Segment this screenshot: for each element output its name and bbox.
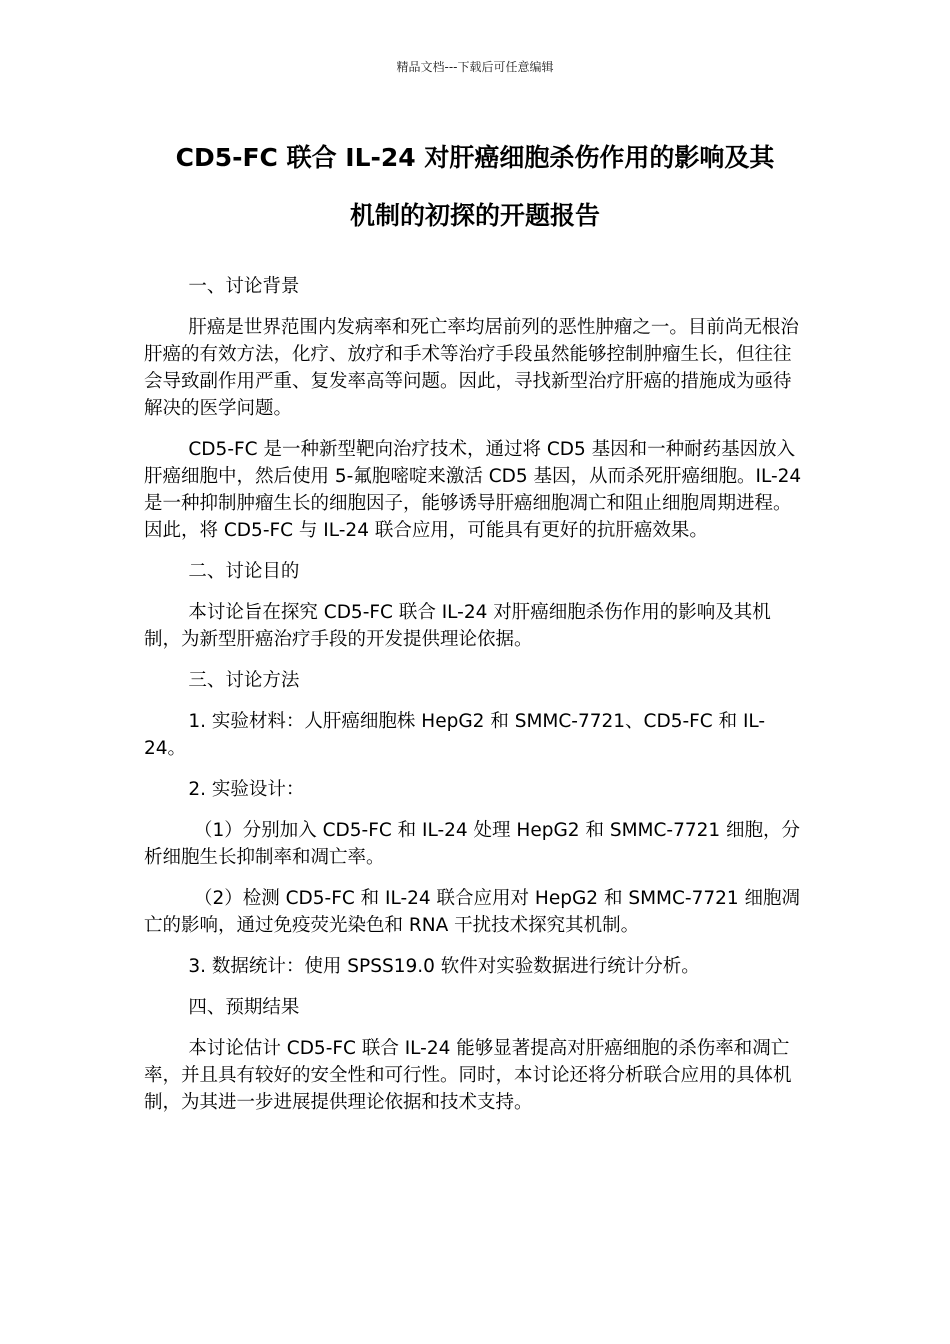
section-heading-background: 一、讨论背景 — [188, 276, 300, 297]
paragraph-purpose: 本讨论旨在探究 CD5-FC 联合 IL-24 对肝癌细胞杀伤作用的影响及其机制，为新型肝癌治疗手段的开发提供理论依据。 — [144, 602, 771, 650]
document-title-line-1: CD5-FC 联合 IL-24 对肝癌细胞杀伤作用的影响及其 — [175, 143, 775, 172]
paragraph-expected-results: 本讨论估计 CD5-FC 联合 IL-24 能够显著提高对肝癌细胞的杀伤率和凋亡率，并且具有较好的安全性和可行性。同时，本讨论还将分析联合应用的具体机制，为其进一步进展提供理论依据和技术支持。 — [144, 1038, 792, 1113]
page-header-note: 精品文档---下载后可任意编辑 — [396, 60, 554, 74]
methods-design-sub-2: （2）检测 CD5-FC 和 IL-24 联合应用对 HepG2 和 SMMC-7721 细胞凋亡的影响，通过免疫荧光染色和 RNA 干扰技术探究其机制。 — [144, 888, 801, 936]
document-body — [144, 273, 804, 1130]
methods-item-statistics: 3. 数据统计：使用 SPSS19.0 软件对实验数据进行统计分析。 — [188, 956, 700, 977]
paragraph-background-2: CD5-FC 是一种新型靶向治疗技术，通过将 CD5 基因和一种耐药基因放入肝癌细胞中，然后使用 5-氟胞嘧啶来激活 CD5 基因，从而杀死肝癌细胞。IL-24 是一种抑制肿瘤生长的细胞因子，能够诱导肝癌细胞凋亡和阻止细胞周期进程。因此，将 CD5-FC 与 IL-24 联合应用，可能具有更好的抗肝癌效果。 — [144, 439, 802, 541]
section-heading-purpose: 二、讨论目的 — [188, 561, 300, 582]
paragraph-background-1: 肝癌是世界范围内发病率和死亡率均居前列的恶性肿瘤之一。目前尚无根治肝癌的有效方法，化疗、放疗和手术等治疗手段虽然能够控制肿瘤生长，但往往会导致副作用严重、复发率高等问题。因此，寻找新型治疗肝癌的措施成为亟待解决的医学问题。 — [144, 317, 799, 419]
methods-item-design: 2. 实验设计： — [188, 779, 305, 800]
section-heading-methods: 三、讨论方法 — [188, 670, 300, 691]
document-title-line-2: 机制的初探的开题报告 — [349, 201, 600, 230]
methods-design-sub-1: （1）分别加入 CD5-FC 和 IL-24 处理 HepG2 和 SMMC-7721 细胞，分析细胞生长抑制率和凋亡率。 — [144, 820, 801, 868]
section-heading-expected-results: 四、预期结果 — [188, 997, 300, 1018]
methods-item-materials: 1. 实验材料：人肝癌细胞株 HepG2 和 SMMC-7721、CD5-FC 和 IL-24。 — [144, 711, 766, 759]
